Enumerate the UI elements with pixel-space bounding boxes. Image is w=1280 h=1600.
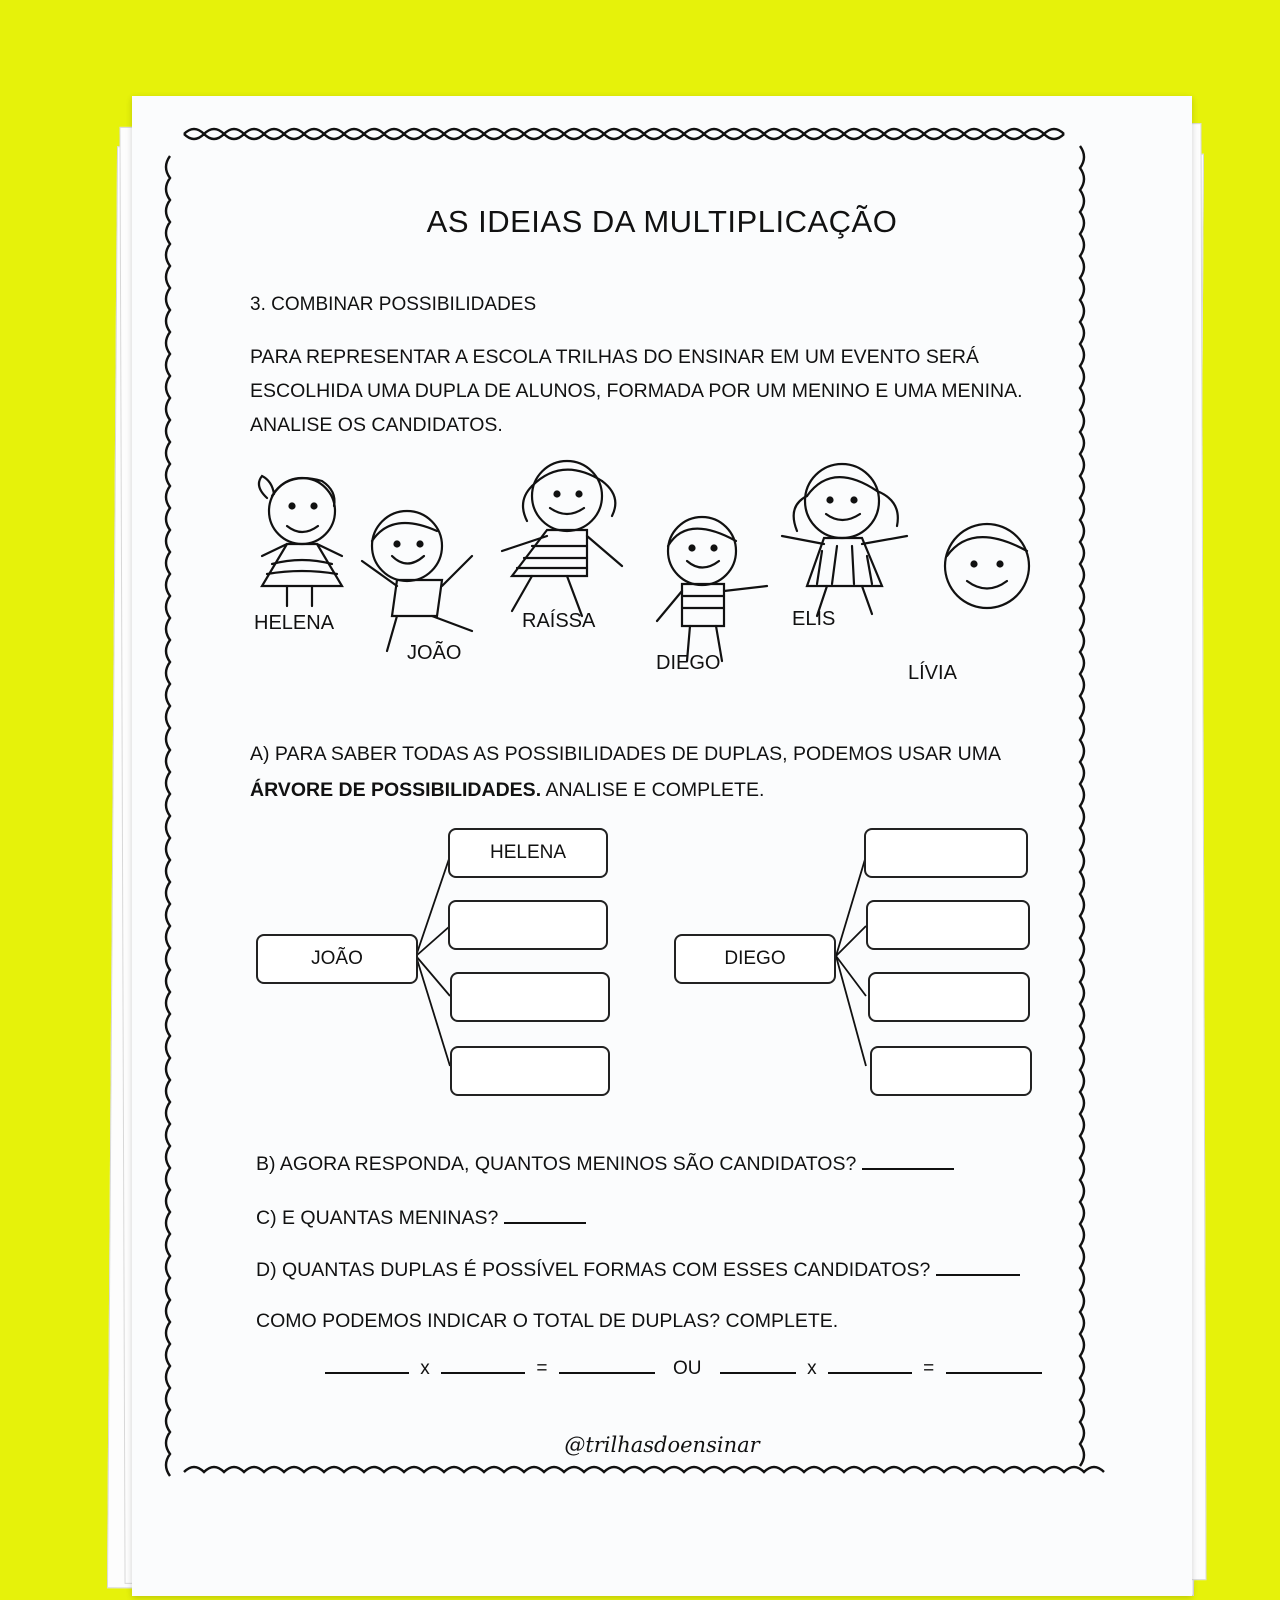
question-e: COMO PODEMOS INDICAR O TOTAL DE DUPLAS? COMPLETE. (256, 1310, 839, 1332)
answer-blank[interactable] (559, 1356, 655, 1374)
worksheet (132, 96, 1192, 1596)
author-handle: @trilhasdoensinar (564, 1433, 760, 1457)
answer-blank[interactable] (828, 1356, 912, 1374)
answer-blank[interactable] (441, 1356, 525, 1374)
tree-branch-blank[interactable] (864, 828, 1028, 878)
page-title: AS IDEIAS DA MULTIPLICAÇÃO (426, 204, 898, 239)
answer-blank[interactable] (946, 1356, 1042, 1374)
question-d-text: D) QUANTAS DUPLAS É POSSÍVEL FORMAS COM ESSES CANDIDATOS? (256, 1259, 931, 1281)
answer-blank[interactable] (862, 1152, 954, 1170)
tree-branch-blank[interactable] (450, 972, 610, 1022)
candidate-helena: HELENA (254, 612, 335, 634)
times-sign: x (420, 1358, 430, 1379)
candidate-livia: LÍVIA (908, 662, 957, 684)
tree-branch-blank[interactable] (868, 972, 1030, 1022)
formula-row (322, 1356, 1045, 1380)
tree-branch-blank[interactable] (866, 900, 1030, 950)
question-b (256, 1152, 954, 1176)
intro-line: PARA REPRESENTAR A ESCOLA TRILHAS DO ENSINAR EM UM EVENTO SERÁ (250, 346, 979, 368)
candidate-elis: ELIS (792, 608, 836, 630)
answer-blank[interactable] (936, 1258, 1020, 1276)
answer-blank[interactable] (720, 1356, 796, 1374)
candidate-raissa: RAÍSSA (522, 610, 596, 632)
tree-branch-helena: HELENA (448, 828, 608, 878)
equals-sign: = (923, 1358, 935, 1379)
candidate-diego: DIEGO (656, 652, 721, 674)
tree-root-joao: JOÃO (256, 934, 418, 984)
tree-branch-blank[interactable] (450, 1046, 610, 1096)
candidate-joao: JOÃO (407, 642, 462, 664)
question-c (256, 1206, 586, 1230)
times-sign: x (807, 1358, 817, 1379)
question-c-text: C) E QUANTAS MENINAS? (256, 1207, 499, 1229)
answer-blank[interactable] (325, 1356, 409, 1374)
question-a-line1: A) PARA SABER TODAS AS POSSIBILIDADES DE DUPLAS, PODEMOS USAR UMA (250, 743, 1001, 765)
equals-sign: = (536, 1358, 548, 1379)
tree-root-diego: DIEGO (674, 934, 836, 984)
answer-blank[interactable] (504, 1206, 586, 1224)
intro-line: ANALISE OS CANDIDATOS. (250, 414, 503, 436)
or-word: OU (673, 1358, 702, 1379)
section-subtitle: 3. COMBINAR POSSIBILIDADES (250, 294, 537, 315)
tree-branch-blank[interactable] (448, 900, 608, 950)
question-b-text: B) AGORA RESPONDA, QUANTOS MENINOS SÃO CANDIDATOS? (256, 1153, 857, 1175)
question-d (256, 1258, 1020, 1282)
intro-line: ESCOLHIDA UMA DUPLA DE ALUNOS, FORMADA POR UM MENINO E UMA MENINA. (250, 380, 1023, 402)
question-a-rest: ANALISE E COMPLETE. (541, 779, 765, 801)
question-a-bold: ÁRVORE DE POSSIBILIDADES. (250, 779, 542, 801)
tree-branch-blank[interactable] (870, 1046, 1032, 1096)
